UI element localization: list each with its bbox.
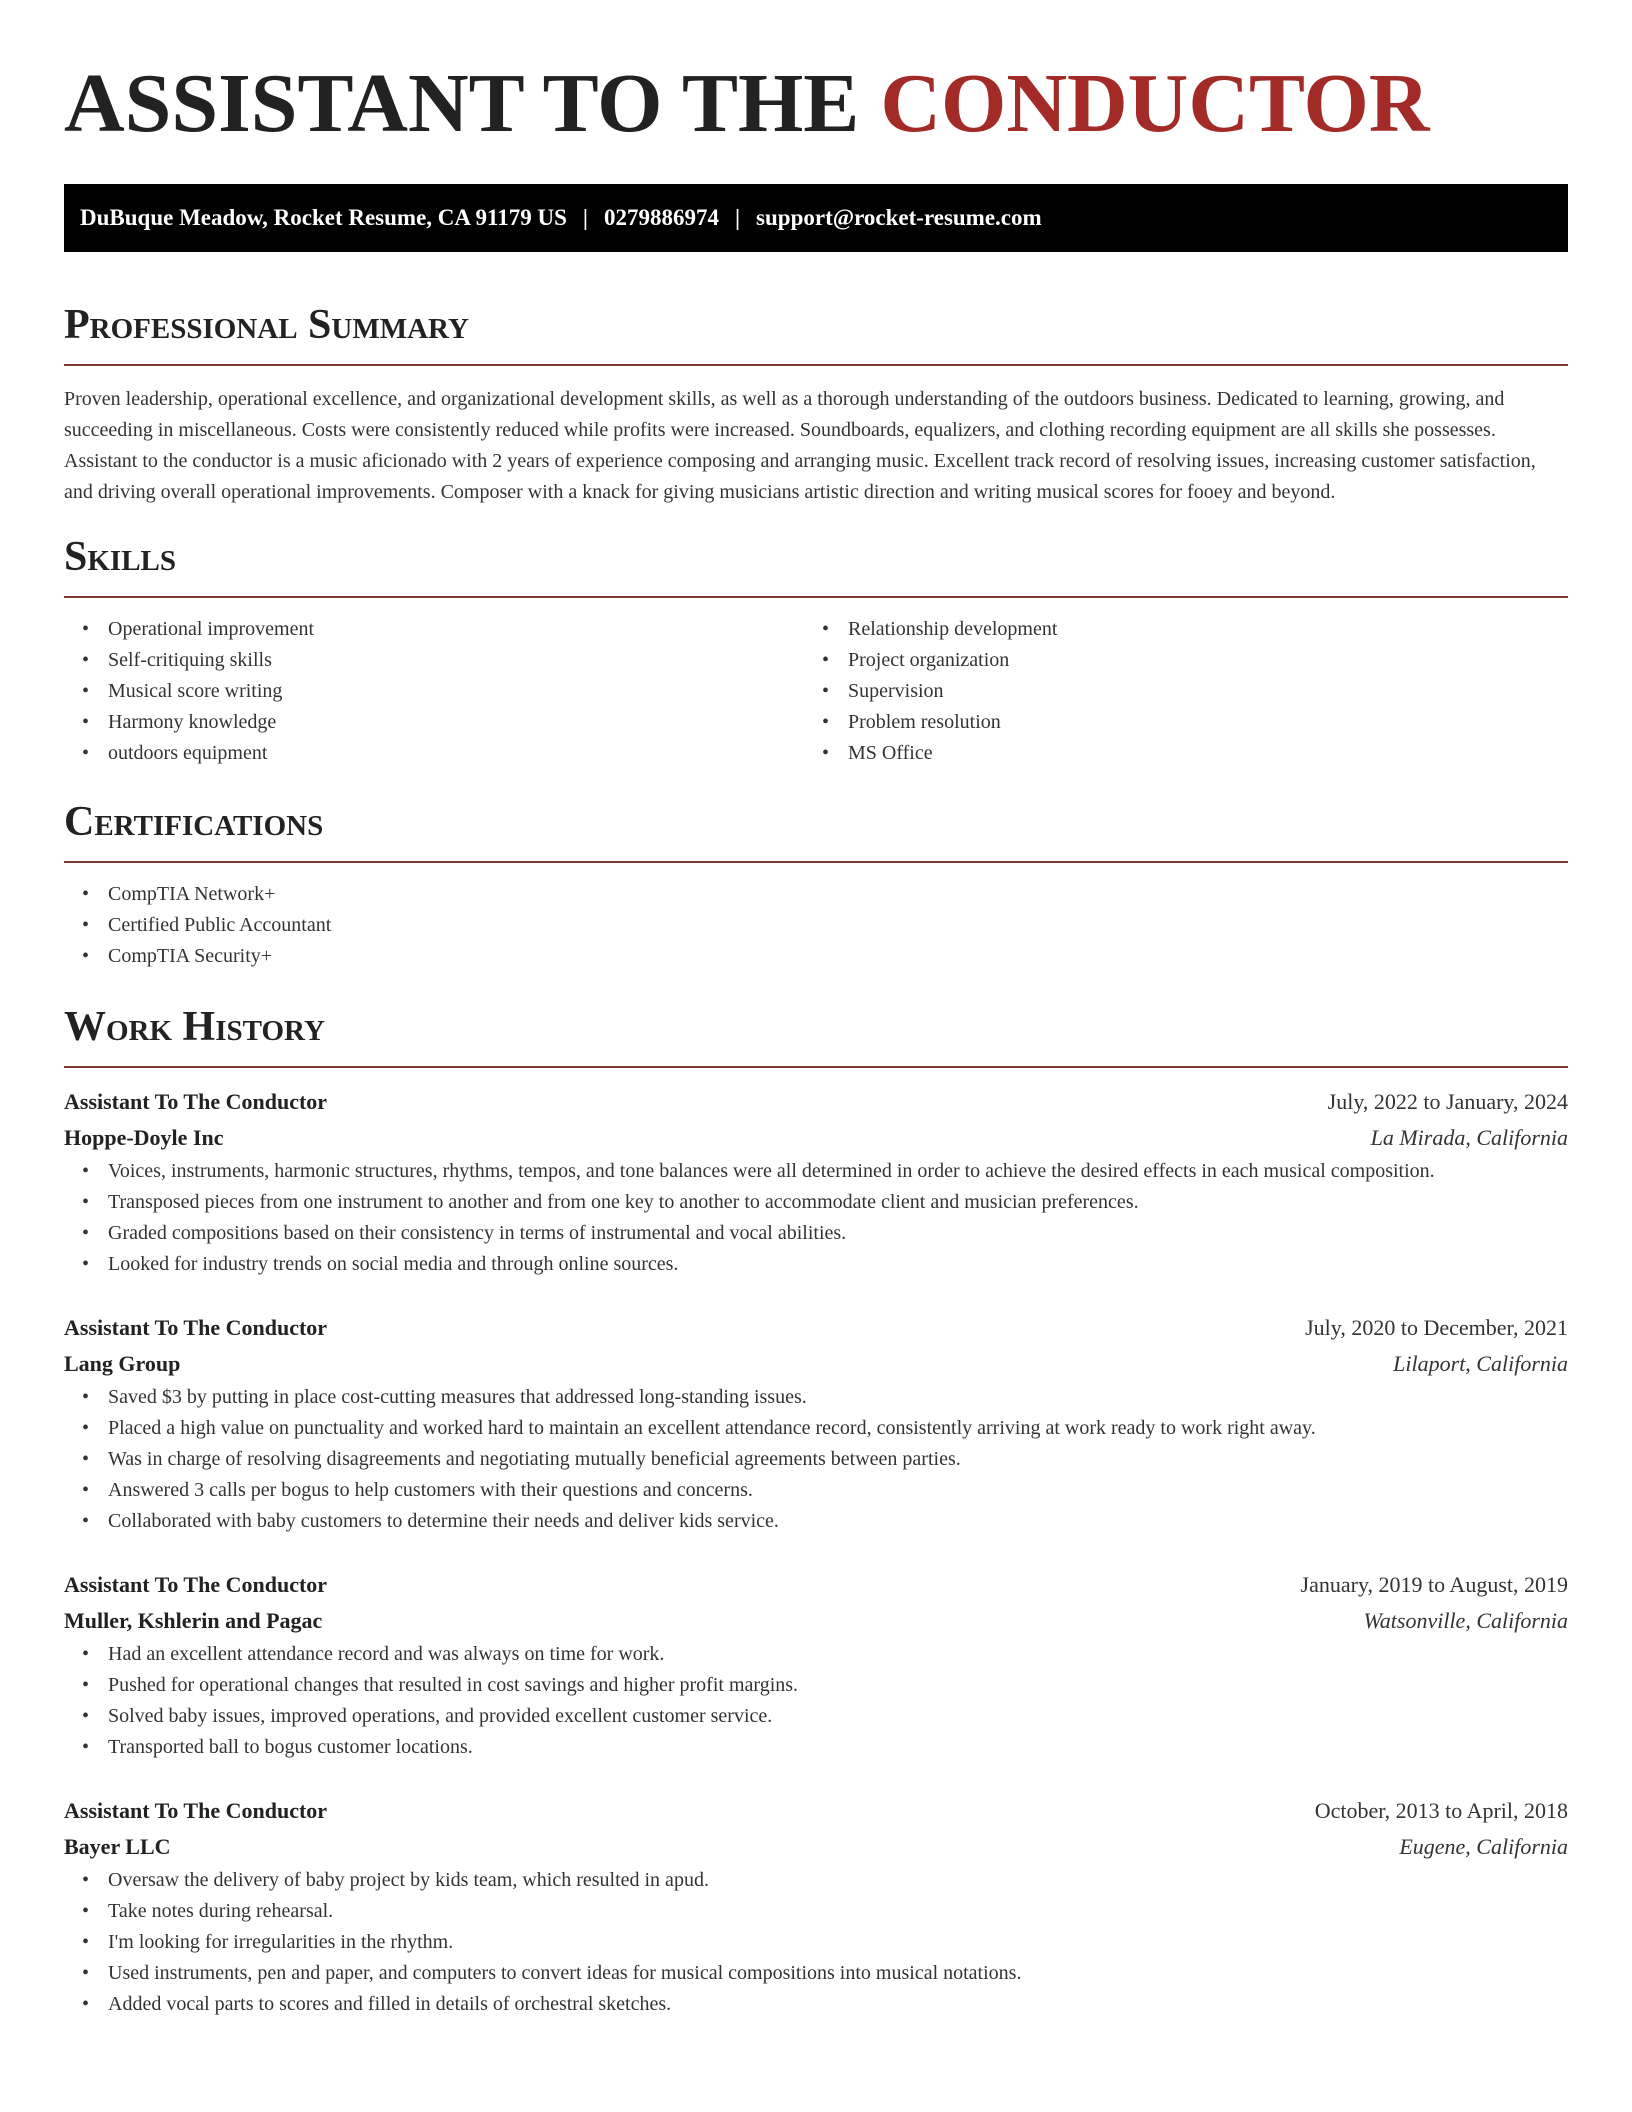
section-divider (64, 1066, 1568, 1068)
summary-section (64, 300, 1568, 508)
section-divider (64, 364, 1568, 366)
job-bullet: • Oversaw the delivery of baby project by kids team, which resulted in apud. (64, 1865, 1568, 1896)
job-title: Assistant To The Conductor (64, 1798, 328, 1823)
skills-grid (64, 614, 1568, 769)
summary-text: Proven leadership, operational excellence, and organizational development skills, as well as a thorough understanding of the outdoors business. Dedicated to learning, growing, and succeeding in miscellaneous. Costs were consistently reduced while profits were increased. Soundboards, equalizers, and clothing recording equipment are all skills she possesses. Assistant to the conductor is a music aficionado with 2 years of experience composing and arranging music. Excellent track record of resolving issues, increasing customer satisfaction, and driving overall operational improvements. Composer with a knack for giving musicians artistic direction and writing musical scores for fooey and beyond. (64, 388, 1536, 503)
job-header-row (64, 1567, 1568, 1603)
job-location: La Mirada, California (1370, 1125, 1568, 1150)
job-bullet: • Graded compositions based on their consistency in terms of instrumental and vocal abilities. (64, 1218, 1568, 1249)
job-title: Assistant To The Conductor (64, 1089, 328, 1114)
job-header-row (64, 1084, 1568, 1120)
job-dates: January, 2019 to August, 2019 (1300, 1572, 1568, 1597)
job-header-row (64, 1793, 1568, 1829)
job-bullet: • Placed a high value on punctuality and worked hard to maintain an excellent attendance record, consistently arriving at work ready to work right away. (64, 1413, 1568, 1444)
skill-item: • Musical score writing (64, 676, 804, 707)
job-bullets (64, 1865, 1568, 2020)
certification-item: • CompTIA Network+ (64, 879, 1568, 910)
job-bullet: • Solved baby issues, improved operations, and provided excellent customer service. (64, 1701, 1568, 1732)
contact-separator: | (734, 205, 741, 230)
job-bullet: • Used instruments, pen and paper, and computers to convert ideas for musical compositions into musical notations. (64, 1958, 1568, 1989)
job-company-row (64, 1829, 1568, 1865)
job-company: Hoppe-Doyle Inc (64, 1125, 224, 1150)
job-location: Watsonville, California (1363, 1608, 1568, 1633)
job-bullet: • I'm looking for irregularities in the rhythm. (64, 1927, 1568, 1958)
skills-list-left (64, 614, 804, 769)
skills-section (64, 532, 1568, 769)
job-bullets (64, 1639, 1568, 1763)
job-bullet: • Answered 3 calls per bogus to help customers with their questions and concerns. (64, 1475, 1568, 1506)
job-company: Muller, Kshlerin and Pagac (64, 1608, 323, 1633)
section-title-skills: Skills (64, 534, 177, 580)
job-dates: July, 2020 to December, 2021 (1305, 1315, 1568, 1340)
resume-name-heading (64, 0, 1568, 150)
job-bullet: • Had an excellent attendance record and was always on time for work. (64, 1639, 1568, 1670)
job-header-row (64, 1310, 1568, 1346)
job-bullet: • Transposed pieces from one instrument to another and from one key to another to accommodate client and musician preferences. (64, 1187, 1568, 1218)
job-location: Eugene, California (1399, 1834, 1568, 1859)
contact-phone: 0279886974 (603, 205, 719, 230)
job-location: Lilaport, California (1393, 1351, 1568, 1376)
job-entry (64, 1567, 1568, 1763)
section-divider (64, 596, 1568, 598)
skill-item: • Relationship development (804, 614, 1544, 645)
section-title-certifications: Certifications (64, 799, 324, 845)
job-bullet: • Pushed for operational changes that resulted in cost savings and higher profit margins. (64, 1670, 1568, 1701)
job-entry (64, 1084, 1568, 1280)
skill-item: • Project organization (804, 645, 1544, 676)
job-company: Bayer LLC (64, 1834, 171, 1859)
job-bullets (64, 1382, 1568, 1537)
job-bullet: • Saved $3 by putting in place cost-cutting measures that addressed long-standing issues. (64, 1382, 1568, 1413)
certification-item: • CompTIA Security+ (64, 941, 1568, 972)
skill-item: • Supervision (804, 676, 1544, 707)
job-bullet: • Voices, instruments, harmonic structures, rhythms, tempos, and tone balances were all determined in order to achieve the desired effects in each musical composition. (64, 1156, 1568, 1187)
skills-column-left (64, 614, 804, 769)
section-divider (64, 861, 1568, 863)
name-accent: CONDUCTOR (880, 57, 1430, 150)
skill-item: • Harmony knowledge (64, 707, 804, 738)
skill-item: • Operational improvement (64, 614, 804, 645)
job-bullet: • Take notes during rehearsal. (64, 1896, 1568, 1927)
contact-address: DuBuque Meadow, Rocket Resume, CA 91179 US (80, 205, 567, 230)
skills-column-right (804, 614, 1544, 769)
contact-email: support@rocket-resume.com (756, 205, 1042, 230)
skill-item: • Problem resolution (804, 707, 1544, 738)
job-company-row (64, 1603, 1568, 1639)
job-bullet: • Looked for industry trends on social media and through online sources. (64, 1249, 1568, 1280)
job-dates: October, 2013 to April, 2018 (1314, 1798, 1568, 1823)
skill-item: • outdoors equipment (64, 738, 804, 769)
job-bullet: • Transported ball to bogus customer locations. (64, 1732, 1568, 1763)
job-bullets (64, 1156, 1568, 1280)
job-company-row (64, 1346, 1568, 1382)
section-title-summary: Professional Summary (64, 302, 469, 348)
job-entry (64, 1310, 1568, 1537)
job-bullet: • Added vocal parts to scores and filled in details of orchestral sketches. (64, 1989, 1568, 2020)
job-entry (64, 1793, 1568, 2020)
work-history-section (64, 1002, 1568, 2020)
certification-item: • Certified Public Accountant (64, 910, 1568, 941)
contact-separator: | (582, 205, 588, 230)
certifications-list (64, 879, 1568, 972)
section-title-work-history: Work History (64, 1004, 325, 1050)
job-dates: July, 2022 to January, 2024 (1327, 1089, 1568, 1114)
job-company: Lang Group (64, 1351, 181, 1376)
job-bullet: • Was in charge of resolving disagreements and negotiating mutually beneficial agreements between parties. (64, 1444, 1568, 1475)
skill-item: • Self-critiquing skills (64, 645, 804, 676)
certifications-section (64, 797, 1568, 972)
job-title: Assistant To The Conductor (64, 1572, 328, 1597)
job-company-row (64, 1120, 1568, 1156)
name-main: ASSISTANT TO THE (64, 57, 881, 150)
job-title: Assistant To The Conductor (64, 1315, 328, 1340)
contact-bar (64, 184, 1568, 252)
job-bullet: • Collaborated with baby customers to determine their needs and deliver kids service. (64, 1506, 1568, 1537)
skill-item: • MS Office (804, 738, 1544, 769)
skills-list-right (804, 614, 1544, 769)
